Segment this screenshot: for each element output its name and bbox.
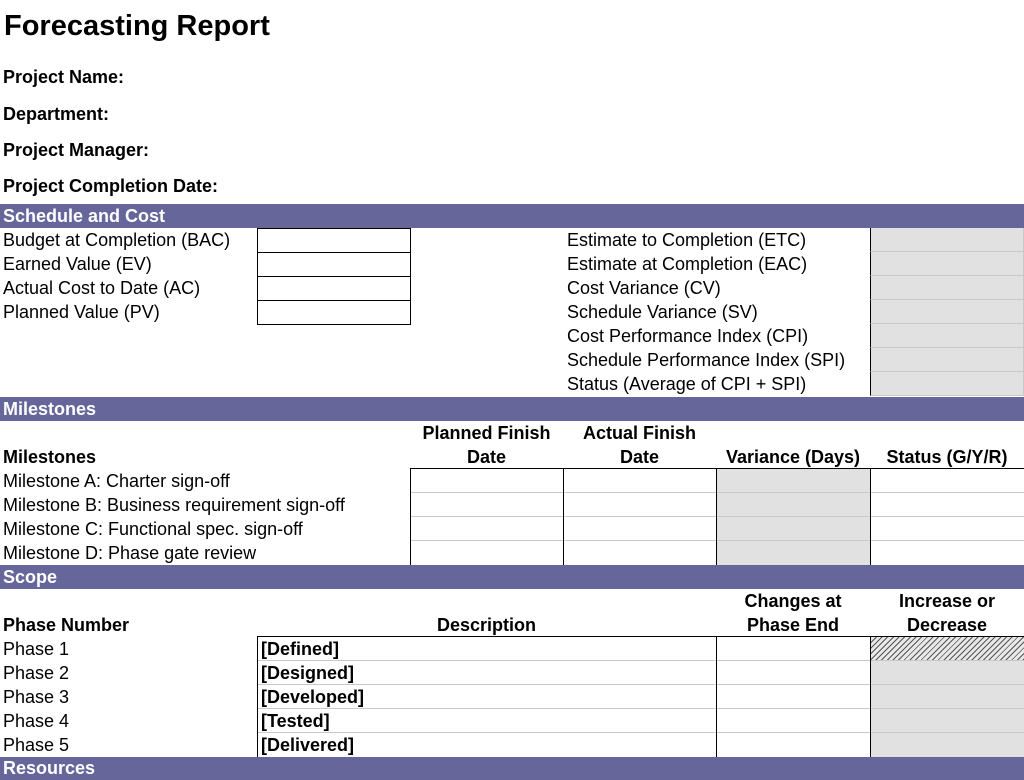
variance-column-cells <box>716 469 870 565</box>
etc-label: Estimate to Completion (ETC) <box>567 230 807 250</box>
milestone-row-b: Milestone B: Business requirement sign-off <box>3 495 345 515</box>
etc-value <box>870 228 1024 252</box>
milestone-row-a: Milestone A: Charter sign-off <box>3 471 230 491</box>
eac-value <box>870 252 1024 276</box>
scope-grid-top-line <box>257 636 1024 637</box>
cv-value <box>870 276 1024 300</box>
pv-label: Planned Value (PV) <box>3 302 160 322</box>
sv-label: Schedule Variance (SV) <box>567 302 758 322</box>
phase-5-description[interactable]: [Delivered] <box>261 735 355 755</box>
phase-1-description[interactable]: [Defined] <box>261 639 339 659</box>
scope-grid-vline-1 <box>257 636 258 757</box>
changes-header-1: Changes at <box>744 591 842 611</box>
actual-finish-header-1: Actual Finish <box>582 423 696 443</box>
phase-4-description[interactable]: [Tested] <box>261 711 330 731</box>
completion-date-label: Project Completion Date: <box>3 176 219 196</box>
ac-input[interactable] <box>257 276 411 300</box>
phase-2-label: Phase 2 <box>3 663 70 683</box>
scope-grid-line-4 <box>257 732 1024 733</box>
milestone-grid-vline-4 <box>870 468 871 565</box>
phase-4-label: Phase 4 <box>3 711 70 731</box>
spi-value <box>870 348 1024 372</box>
phase-3-label: Phase 3 <box>3 687 70 707</box>
ev-label: Earned Value (EV) <box>3 254 152 274</box>
status-label: Status (Average of CPI + SPI) <box>567 374 807 394</box>
scope-grid-vline-2 <box>716 636 717 757</box>
milestone-grid-line-3 <box>410 540 1024 541</box>
planned-finish-header-2: Date <box>466 447 506 467</box>
milestone-row-d: Milestone D: Phase gate review <box>3 543 257 563</box>
milestones-header: Milestones <box>0 397 1024 421</box>
phase-1-label: Phase 1 <box>3 639 70 659</box>
scope-grid-line-3 <box>257 708 1024 709</box>
milestone-grid-vline-2 <box>563 468 564 565</box>
milestone-grid-line-1 <box>410 492 1024 493</box>
page-title: Forecasting Report <box>4 10 270 42</box>
bac-input[interactable] <box>257 228 411 252</box>
ac-label: Actual Cost to Date (AC) <box>3 278 201 298</box>
status-gyr-header: Status (G/Y/R) <box>886 447 1008 467</box>
scope-grid-line-2 <box>257 684 1024 685</box>
milestone-grid-top-line <box>410 468 1024 469</box>
project-manager-label: Project Manager: <box>3 140 150 160</box>
increase-header-1: Increase or <box>898 591 996 611</box>
increase-header-2: Decrease <box>906 615 988 635</box>
project-name-label: Project Name: <box>3 67 125 87</box>
milestone-row-c: Milestone C: Functional spec. sign-off <box>3 519 303 539</box>
increase-column-cells <box>870 661 1024 757</box>
status-value <box>870 372 1024 396</box>
planned-finish-header-1: Planned Finish <box>422 423 551 443</box>
changes-header-2: Phase End <box>746 615 840 635</box>
description-header: Description <box>436 615 537 635</box>
cpi-value <box>870 324 1024 348</box>
scope-grid-line-1 <box>257 660 1024 661</box>
milestone-grid-vline-3 <box>716 468 717 565</box>
cv-label: Cost Variance (CV) <box>567 278 721 298</box>
scope-grid-vline-3 <box>870 636 871 757</box>
cpi-label: Cost Performance Index (CPI) <box>567 326 809 346</box>
milestone-grid-vline-1 <box>410 468 411 565</box>
sv-value <box>870 300 1024 324</box>
phase-3-description[interactable]: [Developed] <box>261 687 365 707</box>
eac-label: Estimate at Completion (EAC) <box>567 254 808 274</box>
scope-header: Scope <box>0 565 1024 589</box>
variance-header: Variance (Days) <box>725 447 861 467</box>
pv-input[interactable] <box>257 300 411 325</box>
ev-input[interactable] <box>257 252 411 276</box>
schedule-cost-header: Schedule and Cost <box>0 204 1024 228</box>
phase-5-label: Phase 5 <box>3 735 70 755</box>
resources-header: Resources <box>0 757 1024 780</box>
actual-finish-header-2: Date <box>619 447 659 467</box>
phase-2-description[interactable]: [Designed] <box>261 663 355 683</box>
increase-hatched-cell <box>870 637 1024 661</box>
phase-number-header: Phase Number <box>3 615 130 635</box>
department-label: Department: <box>3 104 110 124</box>
milestones-col-header: Milestones <box>3 447 97 467</box>
spi-label: Schedule Performance Index (SPI) <box>567 350 846 370</box>
bac-label: Budget at Completion (BAC) <box>3 230 231 250</box>
milestone-grid-line-2 <box>410 516 1024 517</box>
